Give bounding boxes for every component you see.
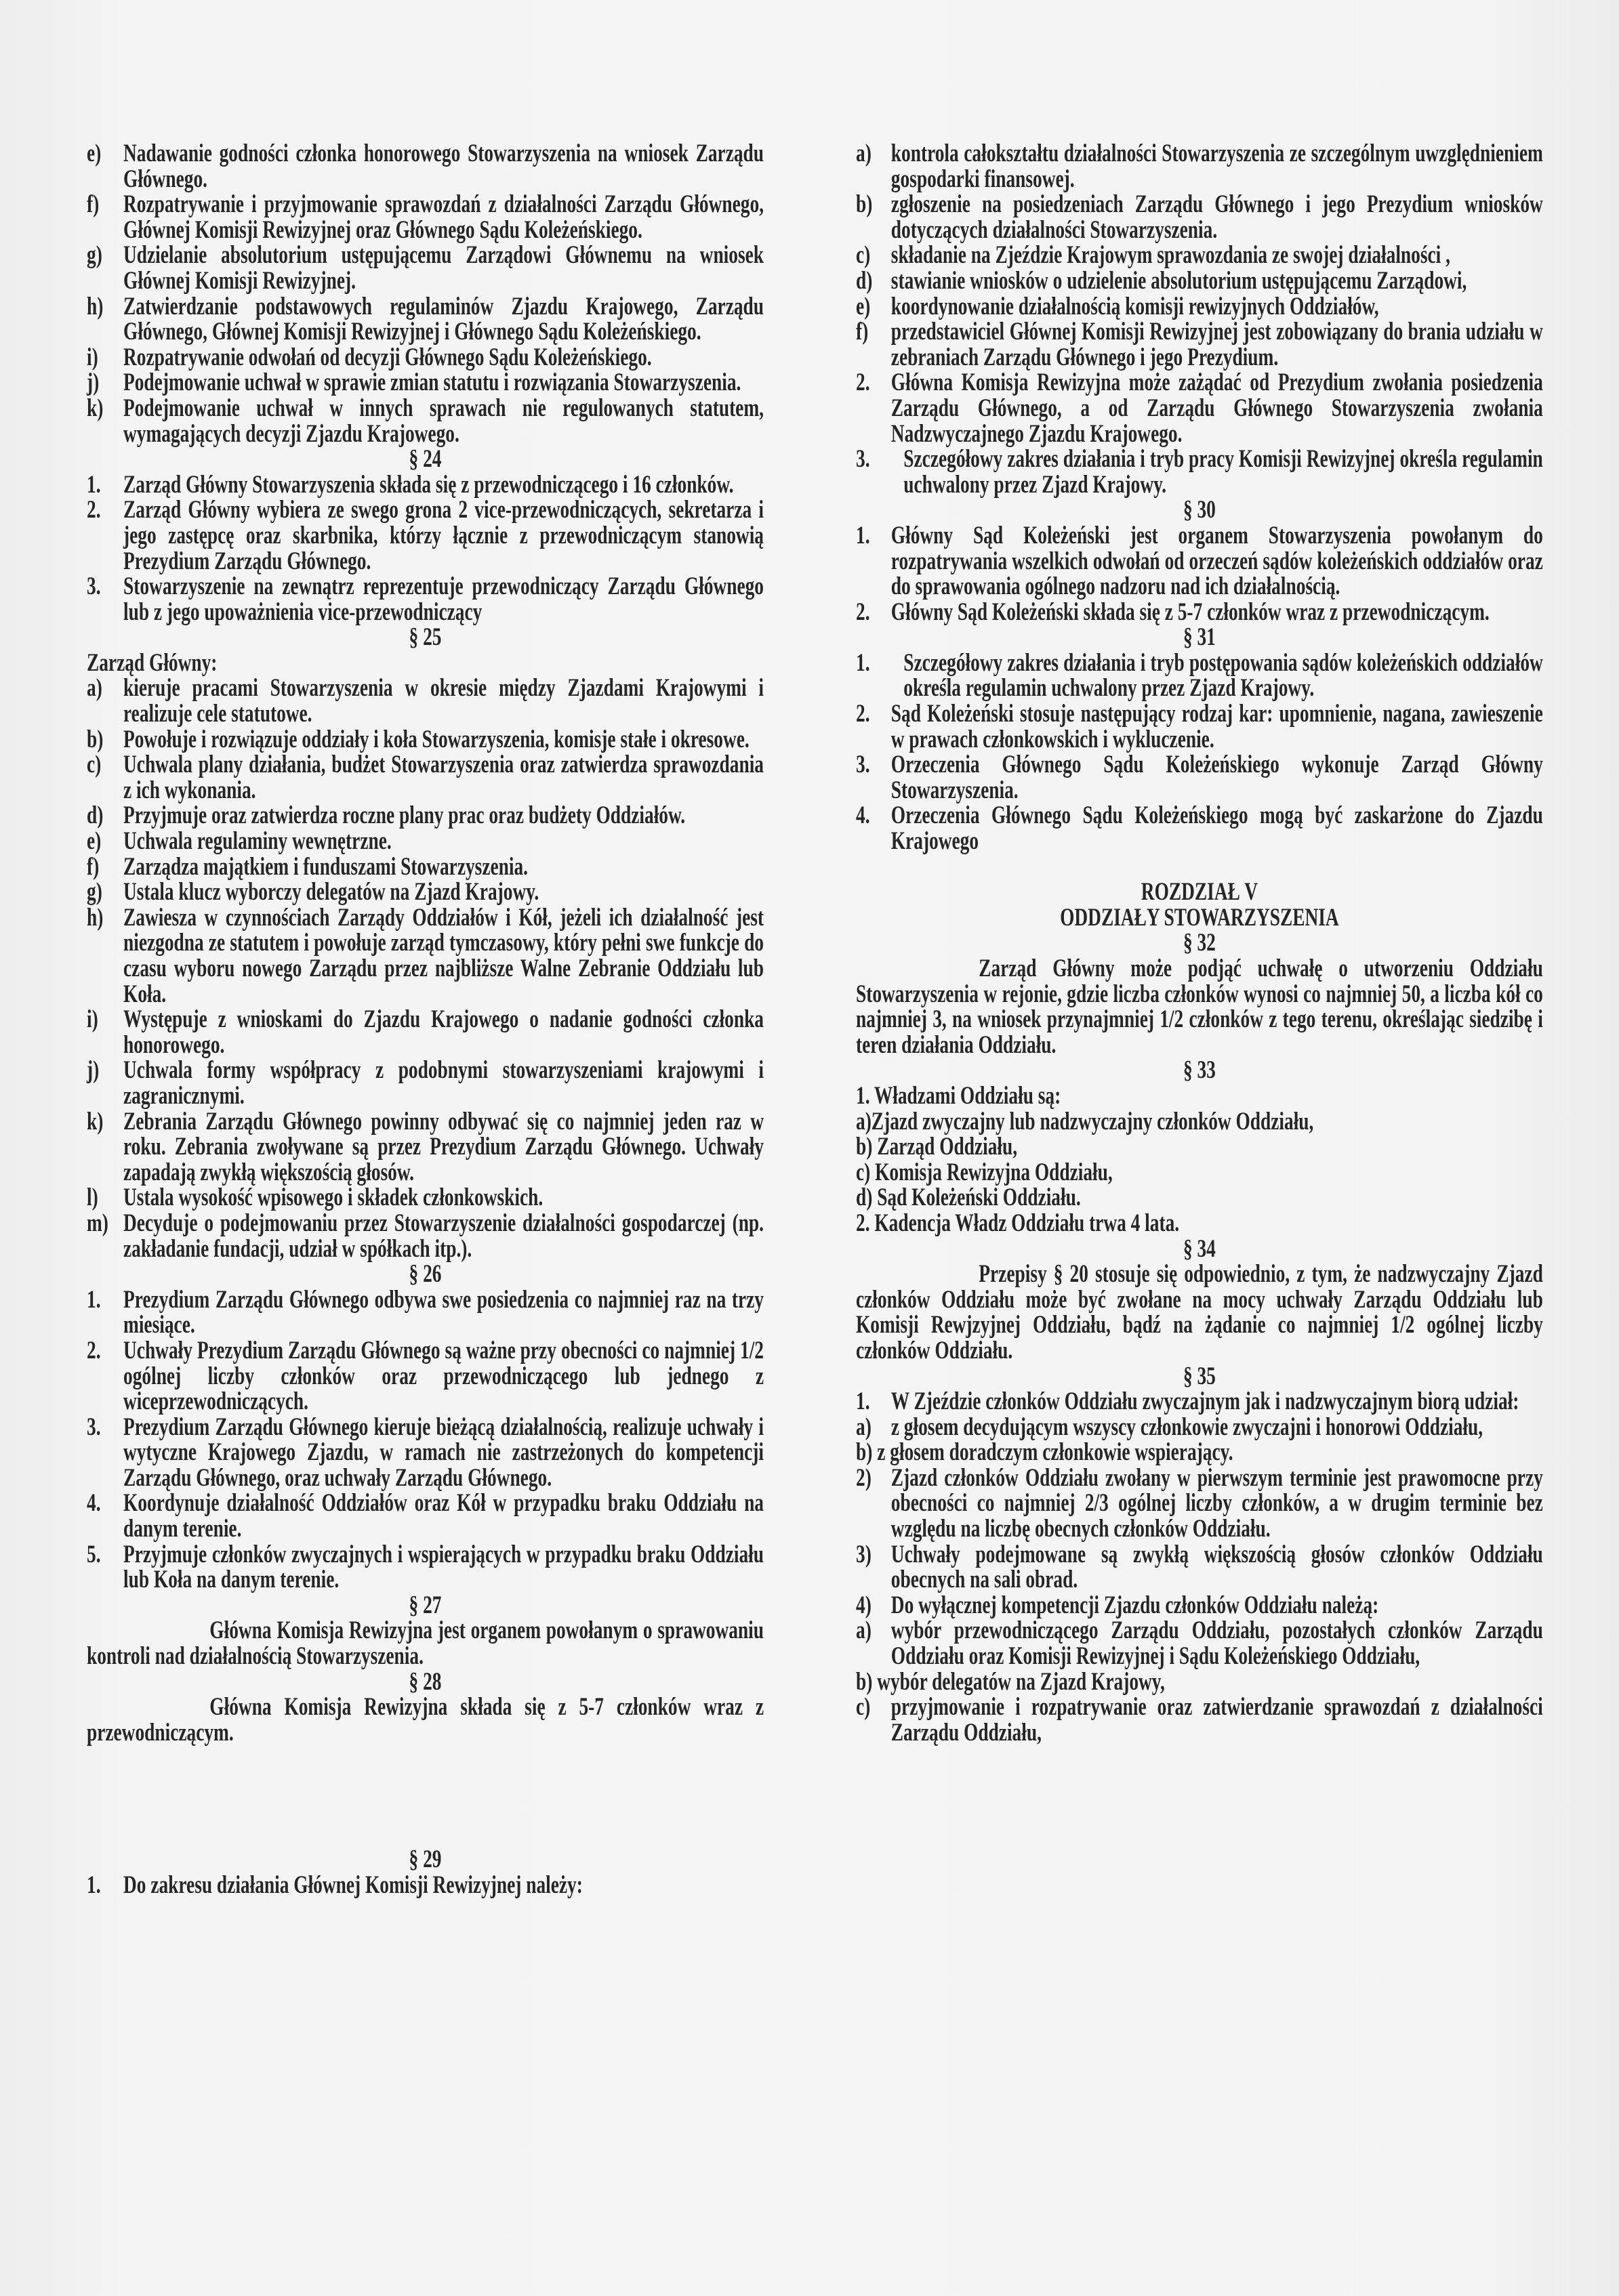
chapter-title: ROZDZIAŁ V: [1141, 878, 1258, 906]
section-heading-32: § 32: [1183, 929, 1216, 957]
list-item: 3. Prezydium Zarządu Głównego kieruje bieżącą działalnością, realizuje uchwały i wytyczne Krajowego Zjazdu, w ramach nie zastrzeżonych do kompetencji Zarządu Głównego, oraz uchwały Zarządu Głównego.: [87, 1413, 764, 1492]
list-item: e) Uchwala regulaminy wewnętrzne.: [87, 827, 392, 856]
section-34-paragraph: Przepisy § 20 stosuje się odpowiednio, z tym, że nadzwyczajny Zjazd członków Oddziału może być zwołane na mocy uchwały Zarządu Oddziału lub Komisji Rewjzyjnej Oddziału, bądź na żądanie co najmniej 1/2 ogólnej liczby członków Oddziału.: [856, 1260, 1543, 1364]
list-item: a) kontrola całokształtu działalności Stowarzyszenia ze szczególnym uwzględnieniem gospodarki finansowej.: [856, 140, 1543, 193]
list-item: m) Decyduje o podejmowaniu przez Stowarzyszenie działalności gospodarczej (np. zakładanie fundacji, udział w spółkach itp.).: [87, 1209, 764, 1263]
list-item: d) stawianie wniosków o udzielenie absolutorium ustępującemu Zarządowi,: [856, 266, 1467, 295]
left-column: [87, 141, 764, 1898]
list-item: b) Zarząd Oddziału,: [856, 1133, 1018, 1161]
list-item: 3. Orzeczenia Głównego Sądu Koleżeńskiego wykonuje Zarząd Główny Stowarzyszenia.: [856, 751, 1543, 804]
list-item: f) przedstawiciel Głównej Komisji Rewizyjnej jest zobowiązany do brania udziału w zebraniach Zarządu Głównego i jego Prezydium.: [856, 318, 1543, 371]
section-heading-35: § 35: [1183, 1362, 1216, 1390]
section-30-list: [856, 523, 1543, 625]
section-heading-30: § 30: [1183, 496, 1216, 524]
list-item: 1. Główny Sąd Koleżeński jest organem Stowarzyszenia powołanym do rozpatrywania wszelkich odwołań od orzeczeń sądów koleżeńskich oddziałów oraz do sprawowania ogólnego nadzoru nad ich działalnością.: [856, 521, 1543, 601]
section-35-list: [856, 1389, 1543, 1745]
list-item: k) Zebrania Zarządu Głównego powinny odbywać się co najmniej jeden raz w roku. Zebrania zwoływane są przez Prezydium Zarządu Głównego. Uchwały zapadają zwykłą większością głosów.: [87, 1107, 764, 1186]
section-heading-34: § 34: [1183, 1234, 1216, 1263]
section-28-paragraph: Główna Komisja Rewizyjna składa się z 5-7 członków wraz z przewodniczącym.: [87, 1693, 764, 1747]
chapter-subtitle: ODDZIAŁY STOWARZYSZENIA: [1060, 903, 1339, 932]
list-item: 2. Zarząd Główny wybiera ze swego grona 2 vice-przewodniczących, sekretarza i jego zastępcę oraz skarbnika, którzy łącznie z przewodniczącym stanowią Prezydium Zarządu Głównego.: [87, 496, 764, 575]
section-23-list: [87, 141, 764, 446]
section-heading-26: § 26: [409, 1260, 442, 1289]
list-item: f) Rozpatrywanie i przyjmowanie sprawozdań z działalności Zarządu Głównego, Głównej Komisji Rewizyjnej oraz Głównego Sądu Koleżeńskiego.: [87, 190, 764, 244]
list-item: c) Komisja Rewizyjna Oddziału,: [856, 1158, 1113, 1186]
list-item: a) wybór przewodniczącego Zarządu Oddziału, pozostałych członków Zarządu Oddziału oraz Komisji Rewizyjnej i Sądu Koleżeńskiego Oddziału,: [856, 1616, 1543, 1671]
list-item: 2. Główny Sąd Koleżeński składa się z 5-7 członków wraz z przewodniczącym.: [856, 598, 1490, 626]
list-item: 1. Do zakresu działania Głównej Komisji Rewizyjnej należy:: [87, 1871, 583, 1899]
list-item: 1. Władzami Oddziału są:: [856, 1081, 1061, 1110]
list-item: d) Sąd Koleżeński Oddziału.: [856, 1184, 1081, 1212]
list-item: a) kieruje pracami Stowarzyszenia w okresie między Zjazdami Krajowymi i realizuje cele statutowe.: [87, 674, 764, 728]
list-item: j) Uchwala formy współpracy z podobnymi stowarzyszeniami krajowymi i zagranicznymi.: [87, 1056, 764, 1110]
section-heading-27: § 27: [409, 1591, 442, 1619]
section-31-list: [856, 650, 1543, 854]
list-item: 1. Zarząd Główny Stowarzyszenia składa się z przewodniczącego i 16 członków.: [87, 470, 734, 499]
list-item: 1. Prezydium Zarządu Głównego odbywa swe posiedzenia co najmniej raz na trzy miesiące.: [87, 1285, 764, 1339]
section-heading-28: § 28: [409, 1667, 442, 1696]
list-item: c) Uchwala plany działania, budżet Stowarzyszenia oraz zatwierdza sprawozdania z ich wykonania.: [87, 751, 764, 804]
section-26-list: [87, 1287, 764, 1593]
section-25-intro: Zarząd Główny:: [87, 648, 218, 677]
list-item: c) składanie na Zjeździe Krajowym sprawozdania ze swojej działalności ,: [856, 241, 1450, 270]
section-32-paragraph: Zarząd Główny może podjąć uchwałę o utworzeniu Oddziału Stowarzyszenia w rejonie, gdzie liczba członków wynosi co najmniej 50, a liczba kół co najmniej 3, na wniosek przynajmniej 1/2 członków z tego terenu, określając siedzibę i teren działania Oddziału.: [856, 955, 1543, 1059]
list-item: k) Podejmowanie uchwał w innych sprawach nie regulowanych statutem, wymagających decyzji Zjazdu Krajowego.: [87, 394, 764, 448]
list-item: b) z głosem doradczym członkowie wspierający.: [856, 1438, 1233, 1467]
list-item: j) Podejmowanie uchwał w sprawie zmian statutu i rozwiązania Stowarzyszenia.: [87, 369, 741, 397]
list-item: 1. Szczegółowy zakres działania i tryb postępowania sądów koleżeńskich oddziałów określa regulamin uchwalony przez Zjazd Krajowy.: [856, 648, 1543, 703]
blank-space: [856, 854, 1543, 880]
section-29-list: [856, 141, 1543, 370]
list-item: i) Rozpatrywanie odwołań od decyzji Głównego Sądu Koleżeńskiego.: [87, 343, 652, 371]
list-item: 2. Kadencja Władz Oddziału trwa 4 lata.: [856, 1209, 1180, 1237]
section-29-points: [856, 370, 1543, 497]
list-item: d) Przyjmuje oraz zatwierdza roczne plany prac oraz budżety Oddziałów.: [87, 801, 686, 830]
list-item: a) z głosem decydującym wszyscy członkowie zwyczajni i honorowi Oddziału,: [856, 1413, 1483, 1441]
list-item: g) Udzielanie absolutorium ustępującemu Zarządowi Głównemu na wniosek Głównej Komisji Rewizyjnej.: [87, 241, 764, 295]
section-heading-33: § 33: [1183, 1056, 1216, 1085]
section-heading-25: § 25: [409, 623, 442, 652]
section-25-list: [87, 675, 764, 1261]
list-item: 3. Szczegółowy zakres działania i tryb pracy Komisji Rewizyjnej określa regulamin uchwalony przez Zjazd Krajowy.: [856, 445, 1543, 499]
list-item: 2) Zjazd członków Oddziału zwołany w pierwszym terminie jest prawomocne przy obecności co najmniej 2/3 ogólnej liczby członków, a w drugim terminie bez względu na liczbę obecnych członków Oddziału.: [856, 1463, 1543, 1543]
list-item: 1. W Zjeździe członków Oddziału zwyczajnym jak i nadzwyczajnym biorą udział:: [856, 1387, 1519, 1416]
section-33-lines: [856, 1083, 1543, 1236]
section-27-paragraph: Główna Komisja Rewizyjna jest organem powołanym o sprawowaniu kontroli nad działalnością Stowarzyszenia.: [87, 1616, 764, 1671]
right-column: [856, 141, 1543, 1745]
blank-space: [87, 1745, 764, 1847]
list-item: b) zgłoszenie na posiedzeniach Zarządu Głównego i jego Prezydium wniosków dotyczących działalności Stowarzyszenia.: [856, 190, 1543, 244]
section-heading-29: § 29: [409, 1845, 442, 1874]
list-item: g) Ustala klucz wyborczy delegatów na Zjazd Krajowy.: [87, 878, 539, 906]
list-item: h) Zatwierdzanie podstawowych regulaminów Zjazdu Krajowego, Zarządu Głównego, Głównej Komisji Rewizyjnej i Głównego Sądu Koleżeńskiego.: [87, 292, 764, 346]
list-item: b) wybór delegatów na Zjazd Krajowy,: [856, 1667, 1165, 1696]
list-item: 2. Uchwały Prezydium Zarządu Głównego są ważne przy obecności co najmniej 1/2 ogólnej liczby członków oraz przewodniczącego lub jednego z wiceprzewodniczących.: [87, 1336, 764, 1416]
list-item: 3. Stowarzyszenie na zewnątrz reprezentuje przewodniczący Zarządu Głównego lub z jego upoważnienia vice-przewodniczący: [87, 572, 764, 626]
list-item: f) Zarządza majątkiem i funduszami Stowarzyszenia.: [87, 852, 529, 881]
list-item: c) przyjmowanie i rozpatrywanie oraz zatwierdzanie sprawozdań z działalności Zarządu Oddziału,: [856, 1693, 1543, 1747]
list-item: 3) Uchwały podejmowane są zwykłą większością głosów członków Oddziału obecnych na sali obrad.: [856, 1540, 1543, 1594]
list-item: 2. Główna Komisja Rewizyjna może zażądać od Prezydium zwołania posiedzenia Zarządu Głównego, a od Zarządu Głównego Stowarzyszenia zwołania Nadzwyczajnego Zjazdu Krajowego.: [856, 369, 1543, 448]
list-item: h) Zawiesza w czynnościach Zarządy Oddziałów i Kół, jeżeli ich działalność jest niezgodna ze statutem i powołuje zarząd tymczasowy, który pełni swe funkcje do czasu wyboru nowego Zarządu przez najbliższe Walne Zebranie Oddziału lub Koła.: [87, 903, 764, 1008]
list-item: 4. Orzeczenia Głównego Sądu Koleżeńskiego mogą być zaskarżone do Zjazdu Krajowego: [856, 801, 1543, 856]
list-item: 4) Do wyłącznej kompetencji Zjazdu członków Oddziału należą:: [856, 1591, 1379, 1619]
list-item: l) Ustala wysokość wpisowego i składek członkowskich.: [87, 1184, 544, 1212]
section-heading-31: § 31: [1183, 623, 1216, 652]
list-item: b) Powołuje i rozwiązuje oddziały i koła Stowarzyszenia, komisje stałe i okresowe.: [87, 725, 750, 753]
list-item: a)Zjazd zwyczajny lub nadzwyczajny członków Oddziału,: [856, 1107, 1314, 1135]
list-item: 2. Sąd Koleżeński stosuje następujący rodzaj kar: upomnienie, nagana, zawieszenie w prawach członkowskich i wykluczenie.: [856, 700, 1543, 753]
list-item: 4. Koordynuje działalność Oddziałów oraz Kół w przypadku braku Oddziału na danym terenie.: [87, 1489, 764, 1543]
section-heading-24: § 24: [409, 445, 442, 474]
list-item: e) Nadawanie godności członka honorowego Stowarzyszenia na wniosek Zarządu Głównego.: [87, 140, 764, 193]
list-item: e) koordynowanie działalnością komisji rewizyjnych Oddziałów,: [856, 292, 1379, 320]
section-24-list: [87, 472, 764, 625]
list-item: 5. Przyjmuje członków zwyczajnych i wspierających w przypadku braku Oddziału lub Koła na danym terenie.: [87, 1540, 764, 1594]
list-item: i) Występuje z wnioskami do Zjazdu Krajowego o nadanie godności członka honorowego.: [87, 1005, 764, 1059]
